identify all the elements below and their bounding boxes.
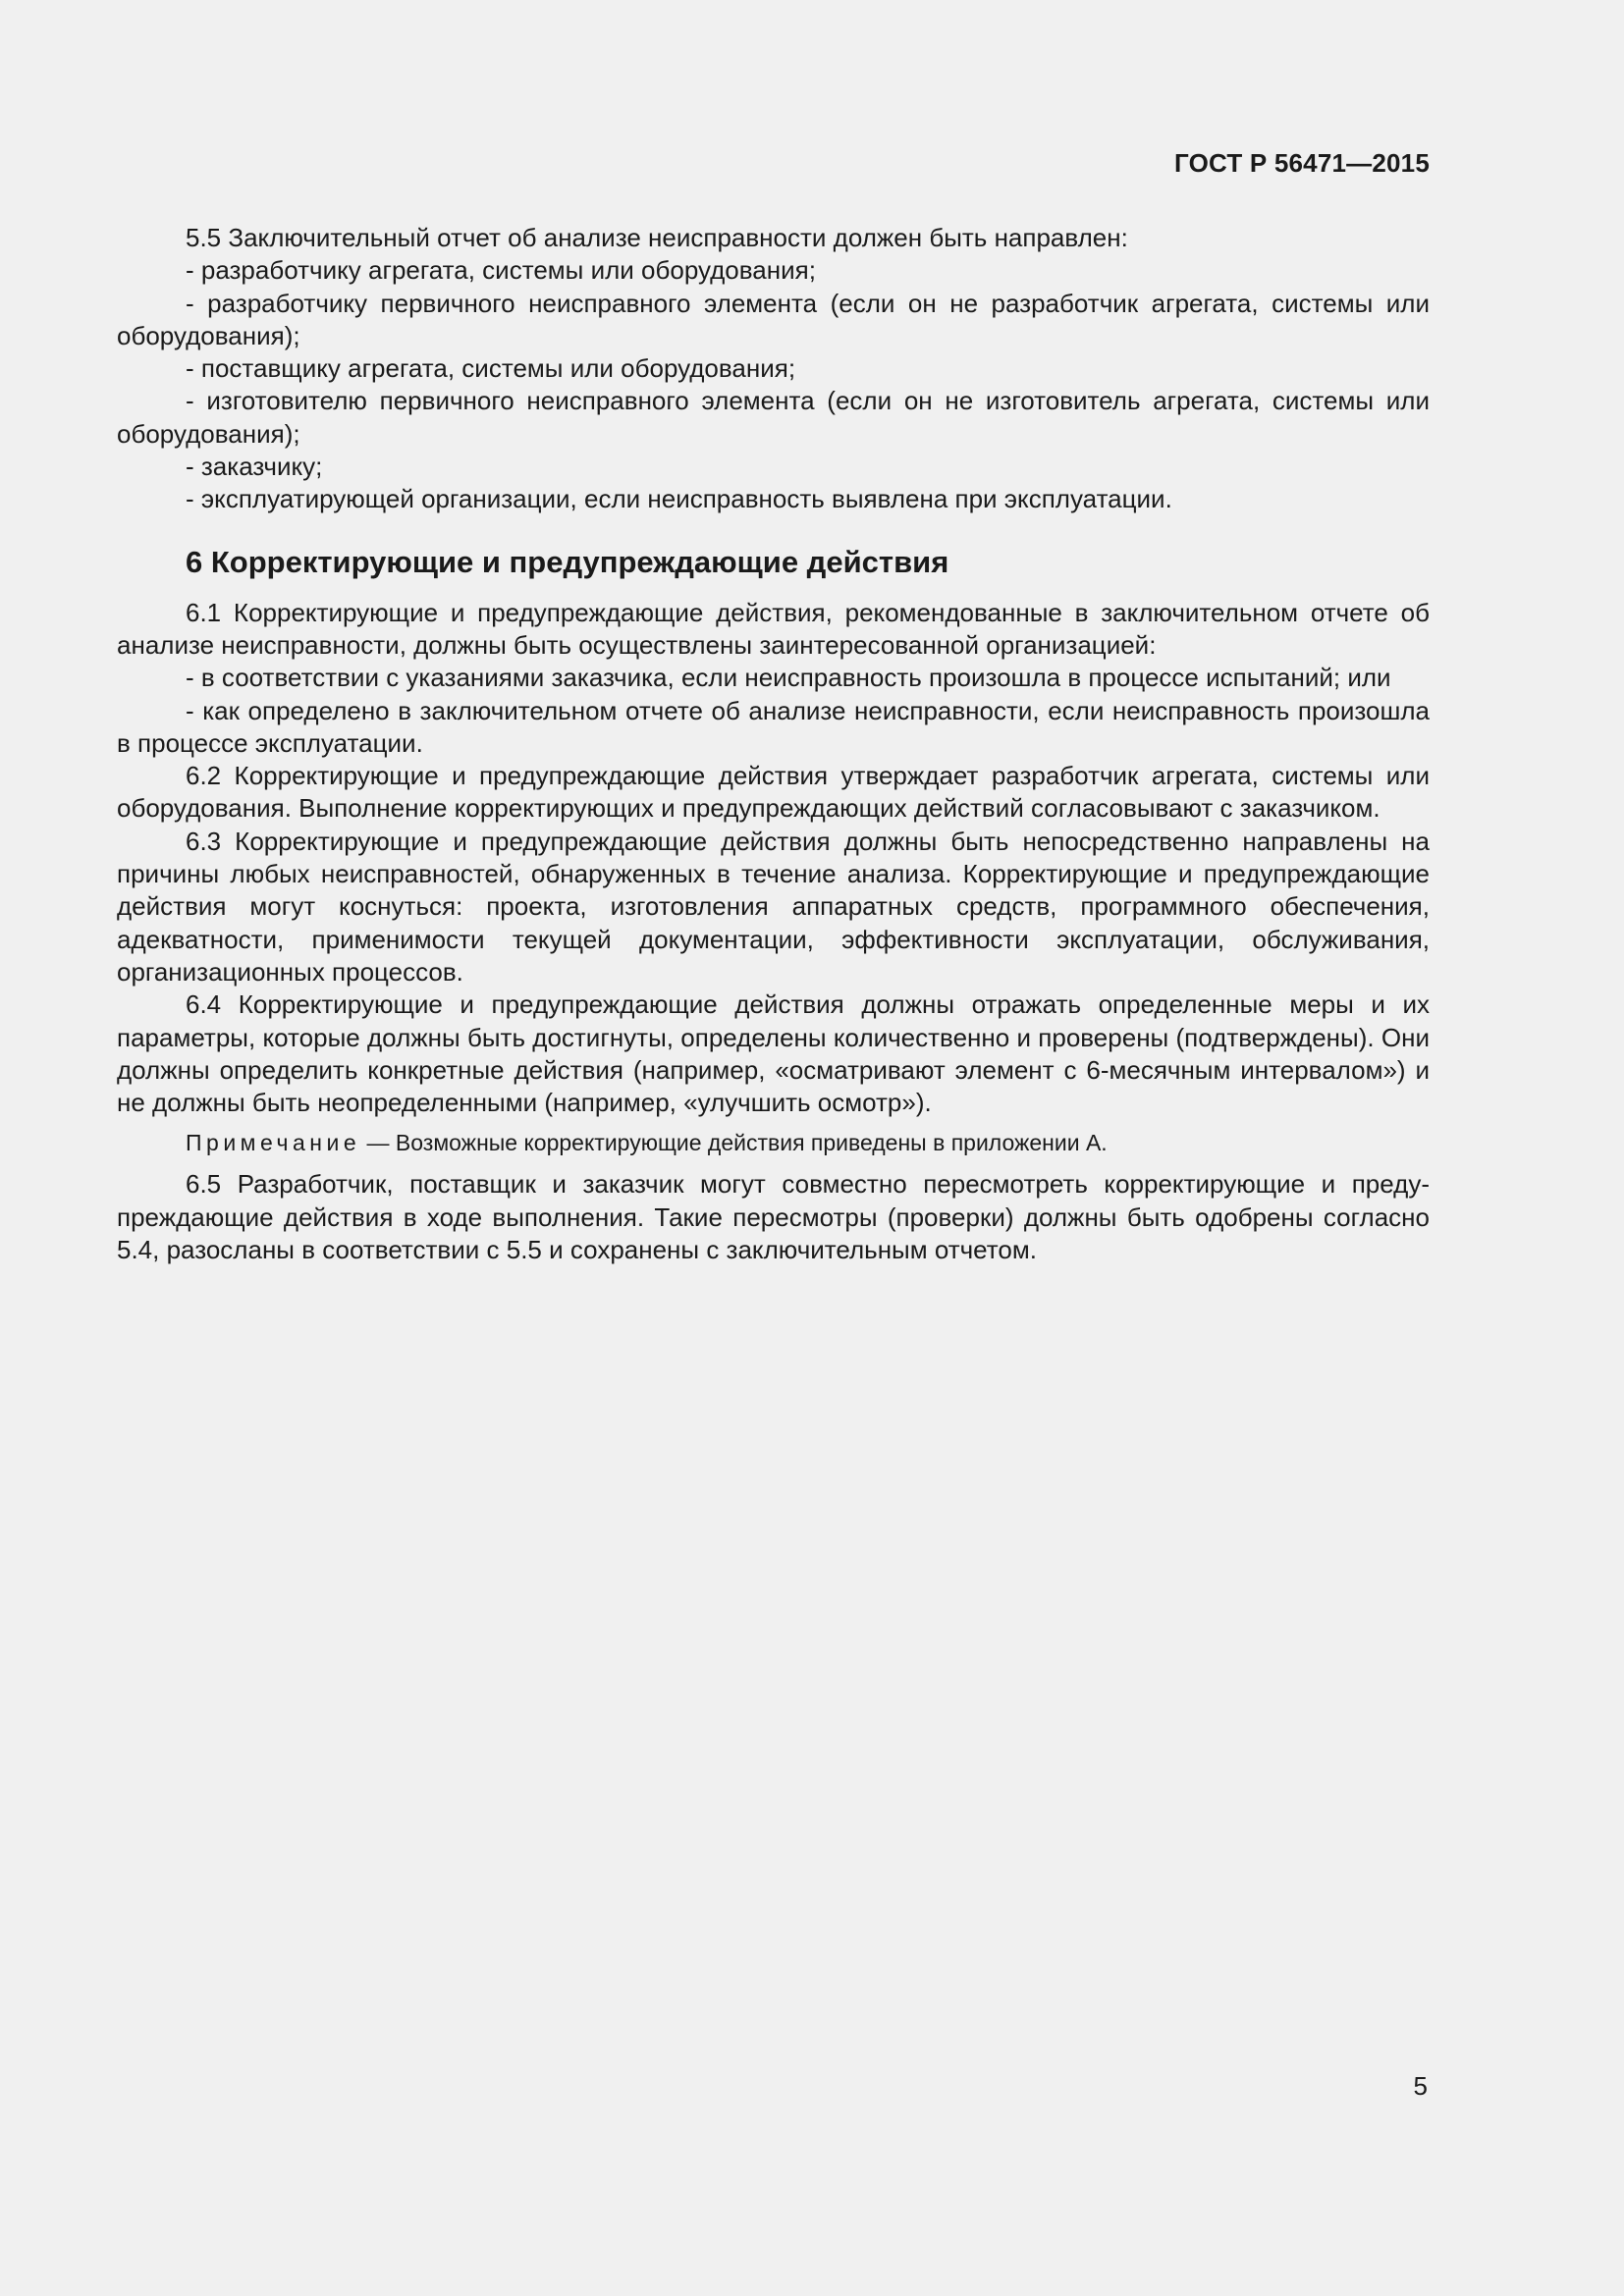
document-code-header: ГОСТ Р 56471—2015 bbox=[1174, 148, 1430, 178]
paragraph-5-5: 5.5 Заключительный отчет об анализе неисправности должен быть направлен: bbox=[186, 223, 1128, 252]
page-content bbox=[117, 222, 1430, 1266]
paragraph-6-2: 6.2 Корректирующие и предупреждающие действия утверждает разработчик агрегата, системы или оборудования. Выполнение корректирующих и предупреждающих действий согласовывают с заказчиком. bbox=[117, 761, 1430, 824]
paragraph-6-5: 6.5 Разработчик, поставщик и заказчик могут совместно пересмотреть корректирующие и предупреждающие действия в ходе выполнения. Такие пересмотры (проверки) должны быть одобрены согласно 5.4, разосланы в соответствии с 5.5 и сохранены с заключительным отчетом. bbox=[117, 1169, 1430, 1265]
list-item: - как определено в заключительном отчете об анализе неисправности, если неисправность произошла в процессе эксплуатации. bbox=[117, 695, 1430, 758]
paragraph-6-3: 6.3 Корректирующие и предупреждающие действия должны быть непосредственно направлены на причины любых неисправностей, обнаруженных в течение анализа. Корректирующие и предупреждающие действия могут коснуться: проекта, изготовления аппаратных средств, программного обеспечения, адекватности, применимости текущей документации, эффективности эксплуатации, обслуживания, организационных процессов. bbox=[117, 826, 1430, 987]
paragraph-6-4: 6.4 Корректирующие и предупреждающие действия должны отражать определенные меры и их параметры, которые должны быть достигнуты, определены количественно и проверены (подтверждены). Они должны определить конкретные действия (например, «осматривают элемент с 6-месячным интервалом») и не должны быть неопределенными (например, «улучшить осмотр»). bbox=[117, 989, 1430, 1118]
list-item: - поставщику агрегата, системы или оборудования; bbox=[186, 353, 796, 384]
note-label: Примечание bbox=[186, 1130, 361, 1156]
paragraph-6-1: 6.1 Корректирующие и предупреждающие действия, рекомендованные в заключительном отчете об анализе неисправности, должны быть осуществлены заинтересованной организацией: bbox=[117, 597, 1430, 660]
list-item: - разработчику первичного неисправного элемента (если он не разработчик агрегата, системы или оборудования); bbox=[117, 288, 1430, 350]
note-text: — Возможные корректирующие действия приведены в приложении А. bbox=[360, 1130, 1108, 1156]
list-item: - изготовителю первичного неисправного элемента (если он не изготовитель агрегата, системы или оборудования); bbox=[117, 386, 1430, 449]
list-item: - заказчику; bbox=[186, 452, 323, 482]
page-number: 5 bbox=[1413, 2071, 1428, 2101]
section-6-heading: 6 Корректирующие и предупреждающие действия bbox=[186, 544, 949, 579]
list-item: - в соответствии с указаниями заказчика, если неисправность произошла в процессе испытаний; или bbox=[186, 663, 1391, 693]
list-item: - разработчику агрегата, системы или оборудования; bbox=[186, 255, 816, 286]
note bbox=[117, 1128, 1430, 1157]
list-item: - эксплуатирующей организации, если неисправность выявлена при эксплуатации. bbox=[186, 484, 1172, 514]
